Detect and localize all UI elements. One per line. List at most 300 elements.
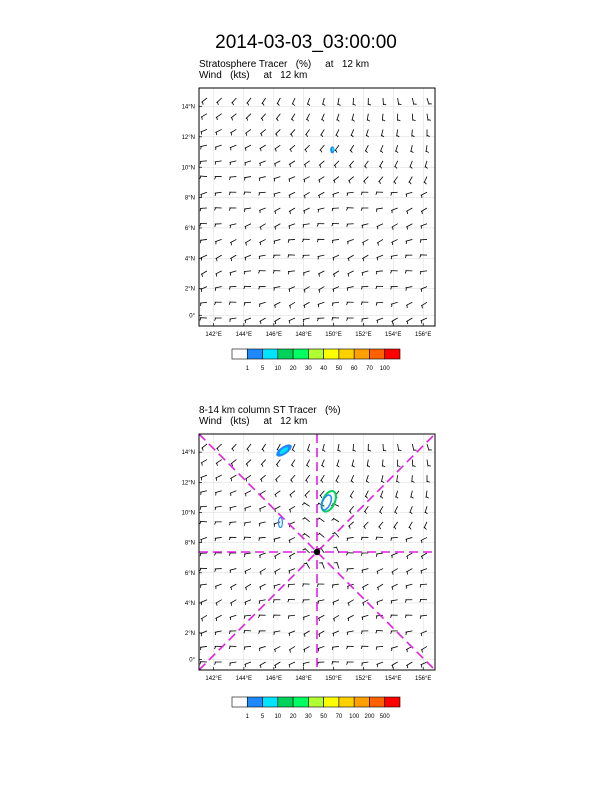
wind-barb-flag — [262, 464, 263, 467]
wind-barb — [405, 631, 412, 632]
wind-barb-flag — [361, 302, 362, 305]
wind-barb-flag — [202, 274, 203, 277]
wind-barb-flag — [305, 164, 306, 167]
lon-label: 152°E — [355, 332, 372, 338]
wind-barb-flag — [422, 556, 423, 559]
wind-barb-flag — [232, 448, 233, 451]
wind-barb — [337, 562, 339, 569]
lat-label: 6°N — [184, 570, 195, 577]
wind-barb — [421, 646, 427, 650]
wind-barb — [395, 506, 398, 512]
colorbar-box — [247, 697, 262, 707]
wind-barb-flag — [305, 195, 306, 198]
wind-barb-flag — [352, 120, 354, 122]
lon-label: 154°E — [385, 332, 402, 338]
wind-barb — [395, 161, 398, 167]
wind-barb-flag — [291, 134, 292, 137]
panel-1-line-2: Wind (kts) at 12 km — [199, 70, 308, 81]
wind-barb — [406, 192, 413, 194]
wind-barb-flag — [288, 599, 289, 602]
wind-barb — [377, 600, 383, 603]
wind-barb-flag — [258, 615, 259, 618]
wind-barb-flag — [276, 479, 277, 482]
lat-label: 6°N — [184, 225, 195, 232]
wind-barb-flag — [405, 255, 406, 258]
wind-barb-flag — [229, 646, 230, 649]
wind-barb — [318, 646, 325, 648]
wind-barb — [333, 271, 339, 275]
wind-barb — [361, 662, 368, 663]
wind-barb-flag — [274, 288, 275, 291]
wind-barb-flag — [420, 255, 421, 258]
colorbar-box — [339, 697, 354, 707]
wind-barb — [323, 98, 325, 105]
colorbar-label: 70 — [335, 714, 343, 720]
wind-barb-flag — [332, 223, 333, 226]
wind-barb — [412, 444, 414, 451]
wind-barb-flag — [394, 181, 396, 183]
wind-barb-flag — [361, 208, 362, 211]
wind-barb — [376, 662, 383, 665]
wind-barb — [230, 491, 236, 494]
wind-barb — [215, 192, 222, 193]
colorbar-box — [263, 349, 278, 359]
lon-label: 156°E — [414, 332, 432, 338]
map-frame — [199, 88, 435, 326]
wind-barb-flag — [200, 568, 201, 571]
wind-barb — [245, 475, 251, 479]
map-panel-1 — [182, 88, 435, 372]
panel-1-line-1: Stratosphere Tracer (%) at 12 km — [199, 59, 370, 70]
wind-barb — [376, 208, 383, 209]
wind-barb — [200, 646, 207, 647]
wind-barb — [364, 161, 368, 167]
wind-barb-flag — [365, 166, 367, 169]
wind-barb-flag — [229, 553, 230, 556]
wind-barb — [244, 302, 251, 303]
wind-barb — [290, 129, 295, 134]
wind-barb — [232, 98, 237, 103]
lat-label: 12°N — [181, 480, 195, 487]
wind-barb — [409, 177, 413, 183]
wind-barb-flag — [394, 527, 396, 529]
wind-barb — [347, 287, 354, 288]
wind-barb — [318, 271, 324, 274]
wind-barb — [290, 475, 295, 480]
wind-barb — [376, 302, 383, 303]
wind-barb — [421, 302, 427, 306]
wind-barb-flag — [381, 151, 383, 153]
wind-barb — [244, 615, 251, 616]
wind-barb — [421, 553, 427, 557]
wind-barb-flag — [262, 118, 263, 121]
lat-label: 10°N — [181, 165, 195, 172]
wind-barb — [304, 631, 310, 635]
wind-barb — [362, 271, 369, 273]
wind-barb-flag — [410, 512, 412, 514]
wind-barb-flag — [275, 665, 276, 668]
wind-barb — [351, 129, 354, 135]
wind-barb — [406, 302, 412, 305]
wind-barb-flag — [217, 463, 218, 466]
wind-barb-flag — [411, 497, 413, 499]
lon-label: 146°E — [265, 676, 283, 682]
wind-barb — [318, 177, 324, 181]
wind-barb — [406, 584, 413, 586]
colorbar-label: 500 — [379, 714, 390, 720]
colorbar-box — [308, 697, 323, 707]
wind-barb — [247, 98, 251, 104]
wind-barb — [318, 192, 324, 195]
wind-barb-flag — [337, 119, 339, 121]
wind-barb-flag — [334, 274, 335, 277]
wind-barb — [303, 208, 309, 211]
lat-label: 4°N — [184, 256, 195, 263]
wind-barb — [215, 287, 222, 288]
wind-barb — [392, 569, 398, 573]
wind-barb-flag — [232, 102, 233, 105]
wind-barb — [425, 506, 427, 513]
colorbar-box — [293, 349, 308, 359]
wind-barb — [244, 646, 251, 647]
tracer-patch — [332, 148, 334, 152]
wind-barb — [303, 662, 310, 664]
wind-barb — [317, 600, 324, 602]
wind-barb — [291, 114, 295, 120]
wind-barb-flag — [319, 180, 320, 183]
wind-barb — [377, 255, 383, 258]
wind-barb-flag — [420, 599, 421, 602]
wind-barb — [394, 522, 398, 528]
wind-barb-flag — [390, 271, 391, 274]
wind-barb — [215, 631, 222, 632]
wind-barb — [392, 224, 398, 228]
wind-barb — [259, 584, 265, 587]
wind-barb — [391, 537, 398, 538]
wind-barb — [259, 537, 266, 538]
wind-barb — [200, 302, 207, 303]
colorbar-label: 50 — [335, 366, 343, 372]
wind-barb-flag — [290, 164, 291, 167]
wind-barb — [303, 271, 310, 273]
wind-barb — [391, 239, 397, 242]
wind-barb — [420, 569, 427, 571]
wind-barb — [217, 98, 222, 103]
colorbar-box — [308, 349, 323, 359]
wind-barb — [289, 646, 295, 650]
wind-barb-flag — [426, 497, 429, 498]
colorbar-label: 60 — [350, 366, 358, 372]
wind-barb-flag — [261, 572, 262, 575]
lon-label: 154°E — [385, 676, 402, 682]
wind-barb — [288, 569, 295, 571]
wind-barb-flag — [391, 256, 392, 259]
wind-barb — [274, 537, 281, 539]
wind-barb — [246, 114, 251, 119]
wind-barb — [245, 569, 251, 572]
wind-barb — [427, 460, 428, 467]
wind-barb — [424, 177, 427, 183]
wind-barb — [275, 475, 280, 480]
wind-barb-flag — [338, 104, 341, 106]
wind-barb — [245, 145, 251, 148]
wind-barb — [288, 271, 295, 272]
colorbar-label: 70 — [366, 366, 373, 372]
wind-barb — [412, 98, 414, 105]
colorbar-label: 30 — [305, 714, 312, 720]
wind-barb — [200, 129, 207, 132]
wind-barb-flag — [376, 537, 377, 540]
wind-barb — [276, 114, 280, 120]
wind-barb — [245, 491, 251, 494]
wind-barb-flag — [349, 258, 350, 261]
wind-barb — [274, 208, 280, 211]
wind-barb-flag — [409, 527, 411, 529]
wind-barb-flag — [412, 135, 415, 136]
wind-barb-flag — [200, 223, 201, 226]
colorbar-label: 200 — [364, 714, 375, 720]
lat-label: 10°N — [181, 510, 195, 517]
wind-barb — [365, 491, 368, 497]
wind-barb — [229, 662, 236, 663]
wind-barb-flag — [361, 553, 362, 556]
lon-label: 156°E — [414, 676, 432, 682]
wind-barb — [348, 177, 353, 182]
wind-barb-flag — [261, 479, 262, 482]
wind-barb-flag — [261, 148, 262, 151]
wind-barb-flag — [305, 149, 306, 152]
wind-barb-flag — [308, 450, 310, 452]
wind-barb — [363, 177, 368, 182]
wind-barb-flag — [290, 149, 291, 152]
wind-barb-flag — [200, 662, 201, 665]
wind-barb — [201, 615, 207, 619]
wind-barb — [305, 129, 309, 135]
wind-barb — [349, 161, 354, 166]
wind-barb-flag — [337, 465, 339, 467]
wind-barb-flag — [393, 572, 394, 575]
wind-barb — [289, 537, 295, 540]
wind-barb — [259, 192, 266, 193]
wind-barb — [274, 318, 280, 322]
lat-label: 14°N — [181, 450, 195, 457]
wind-barb-flag — [405, 615, 406, 618]
wind-barb — [259, 161, 265, 164]
wind-barb — [405, 287, 412, 288]
wind-barb — [274, 662, 280, 666]
lat-label: 2°N — [184, 286, 195, 293]
lon-label: 142°E — [205, 676, 222, 682]
wind-barb — [304, 533, 310, 537]
tracer-patch — [319, 489, 339, 514]
wind-barb — [291, 460, 295, 466]
wind-barb — [231, 460, 236, 464]
wind-barb — [229, 177, 236, 178]
wind-barb-flag — [261, 227, 262, 230]
wind-barb — [304, 646, 310, 649]
wind-barb — [362, 239, 368, 242]
wind-barb — [277, 98, 280, 104]
wind-barb-flag — [290, 650, 291, 653]
wind-barb — [261, 114, 266, 119]
wind-barb-flag — [335, 150, 337, 153]
wind-barb-flag — [275, 321, 276, 324]
wind-barb-flag — [215, 662, 216, 665]
wind-barb — [391, 302, 398, 304]
wind-barb-flag — [262, 103, 264, 105]
wind-barb — [215, 271, 221, 274]
wind-barb — [335, 145, 339, 151]
wind-barb — [323, 444, 325, 451]
wind-barb-flag — [367, 465, 370, 467]
wind-barb — [289, 161, 295, 165]
wind-barb — [304, 192, 310, 196]
wind-barb-flag — [353, 104, 356, 105]
wind-barb-flag — [246, 479, 247, 482]
wind-barb-flag — [290, 509, 291, 512]
wind-barb — [245, 600, 251, 603]
wind-barb-flag — [367, 120, 370, 122]
wind-barb-flag — [332, 318, 333, 321]
wind-barb — [200, 491, 207, 493]
wind-barb — [275, 145, 281, 149]
wind-barb-flag — [273, 615, 274, 618]
wind-barb-flag — [214, 553, 215, 556]
colorbar-box — [324, 349, 339, 359]
wind-barb-flag — [262, 449, 264, 451]
wind-barb-flag — [409, 182, 411, 184]
wind-barb — [420, 615, 427, 616]
wind-barb-flag — [259, 601, 260, 604]
wind-barb-flag — [200, 176, 201, 179]
lat-label: 4°N — [184, 600, 195, 607]
wind-barb — [366, 129, 368, 136]
wind-barb — [319, 533, 324, 538]
wind-barb-flag — [215, 522, 216, 525]
wind-barb-flag — [407, 665, 408, 668]
wind-barb — [347, 239, 354, 241]
wind-barb-flag — [215, 302, 216, 305]
wind-barb — [216, 460, 222, 464]
wind-barb-flag — [366, 150, 368, 152]
wind-barb — [305, 475, 309, 481]
wind-barb-flag — [352, 465, 354, 467]
wind-barb-flag — [229, 302, 230, 305]
wind-barb — [288, 239, 295, 240]
wind-barb — [259, 239, 265, 242]
wind-barb — [317, 255, 324, 257]
wind-barb — [363, 522, 368, 527]
wind-barb-flag — [381, 496, 383, 498]
wind-barb-flag — [405, 271, 406, 274]
wind-barb — [230, 145, 236, 148]
wind-barb-flag — [258, 271, 259, 274]
wind-barb — [421, 537, 427, 540]
wind-barb — [332, 646, 339, 647]
wind-barb — [292, 98, 295, 104]
wind-barb-flag — [411, 151, 413, 153]
wind-barb-flag — [292, 465, 294, 467]
wind-barb-flag — [406, 288, 407, 291]
wind-barb — [247, 444, 251, 450]
wind-barb — [304, 517, 309, 522]
wind-barb — [274, 646, 280, 649]
wind-barb — [362, 255, 368, 259]
wind-barb-flag — [391, 601, 392, 604]
colorbar-label: 20 — [289, 366, 297, 372]
wind-barb — [379, 506, 383, 512]
wind-barb — [230, 239, 236, 242]
wind-barb — [215, 537, 222, 538]
wind-barb — [274, 553, 280, 556]
wind-barb-flag — [407, 321, 408, 324]
tracer-patch — [278, 518, 282, 528]
wind-barb — [304, 287, 310, 291]
wind-barb — [361, 318, 368, 319]
wind-barb — [289, 553, 295, 557]
wind-barb-flag — [390, 615, 391, 618]
colorbar-label: 5 — [260, 366, 265, 372]
wind-barb — [232, 444, 237, 449]
wind-barb-flag — [259, 287, 260, 290]
wind-barb-flag — [364, 181, 365, 184]
wind-barb — [336, 547, 339, 553]
wind-barb-flag — [292, 119, 294, 121]
wind-barb — [318, 208, 325, 210]
wind-barb — [406, 208, 412, 211]
wind-barb — [305, 491, 310, 496]
wind-barb — [319, 161, 324, 166]
wind-barb — [289, 177, 295, 180]
wind-barb — [245, 239, 251, 243]
wind-barb — [274, 192, 281, 194]
wind-barb-flag — [247, 449, 249, 452]
wind-barb — [394, 177, 398, 183]
wind-barb — [200, 537, 207, 539]
wind-barb — [230, 615, 237, 617]
wind-barb — [230, 475, 236, 479]
wind-barb — [362, 569, 369, 571]
wind-barb — [318, 631, 324, 635]
wind-barb-flag — [215, 646, 216, 649]
wind-barb — [230, 506, 237, 508]
colorbar-box — [385, 349, 400, 359]
wind-barb — [421, 208, 427, 212]
wind-barb-flag — [332, 662, 333, 665]
wind-barb-flag — [364, 526, 365, 529]
lat-label: 0° — [189, 657, 195, 664]
wind-barb-flag — [334, 180, 335, 183]
wind-barb — [260, 569, 266, 573]
wind-barb — [362, 584, 368, 587]
wind-barb-flag — [305, 495, 306, 498]
wind-barb-flag — [259, 631, 260, 634]
wind-barb — [376, 646, 383, 647]
wind-barb — [230, 161, 237, 163]
wind-barb — [421, 318, 427, 321]
wind-barb — [347, 271, 353, 274]
wind-barb — [215, 239, 222, 241]
wind-barb — [406, 224, 412, 227]
wind-barb-flag — [323, 450, 325, 452]
wind-barb-flag — [368, 450, 371, 451]
wind-barb — [425, 161, 427, 168]
wind-barb — [259, 302, 266, 304]
wind-barb — [292, 444, 295, 450]
wind-barb — [231, 114, 236, 118]
wind-barb — [377, 569, 383, 572]
wind-barb — [304, 302, 310, 305]
